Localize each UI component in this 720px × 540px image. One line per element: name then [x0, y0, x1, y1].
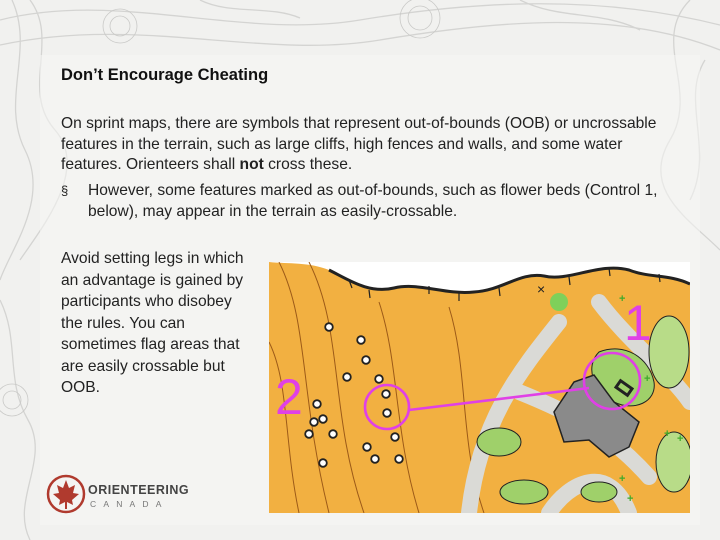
intro-text-start: On sprint maps, there are symbols that represent out-of-bounds (OOB) or uncrossable features in the terrain, such as large cliffs, high fences and walls, and some water features. Orienteers shall	[61, 115, 657, 173]
svg-text:+: +	[664, 428, 671, 440]
sprint-map-image	[269, 262, 690, 513]
logo-wordmark: ORIENTEERING	[88, 483, 190, 497]
intro-text-end: cross these.	[263, 156, 353, 173]
maple-leaf-icon	[46, 472, 86, 516]
orienteering-canada-logo	[46, 472, 190, 516]
svg-text:+: +	[677, 433, 684, 445]
svg-text:+: +	[644, 373, 651, 385]
intro-paragraph	[61, 114, 661, 176]
control-2-label: 2	[275, 369, 303, 425]
svg-text:+: +	[627, 493, 634, 505]
svg-text:+: +	[619, 293, 626, 305]
logo-subtext: CANADA	[90, 499, 169, 509]
bullet-text: However, some features marked as out-of-bounds, such as flower beds (Control 1, below), may appear in the terrain as easily-crossable.	[88, 182, 658, 220]
side-paragraph: Avoid setting legs in which an advantage is gained by participants who disobey the rules. You can sometimes flag areas that are easily crossable but OOB.	[61, 250, 244, 396]
control-1-label: 1	[624, 295, 652, 351]
slide-title: Don’t Encourage Cheating	[61, 66, 269, 84]
bullet-marker: §	[61, 183, 69, 198]
bullet-item	[61, 181, 681, 222]
intro-emphasis: not	[239, 156, 264, 173]
svg-text:+: +	[619, 473, 626, 485]
svg-text:×: ×	[537, 281, 546, 297]
